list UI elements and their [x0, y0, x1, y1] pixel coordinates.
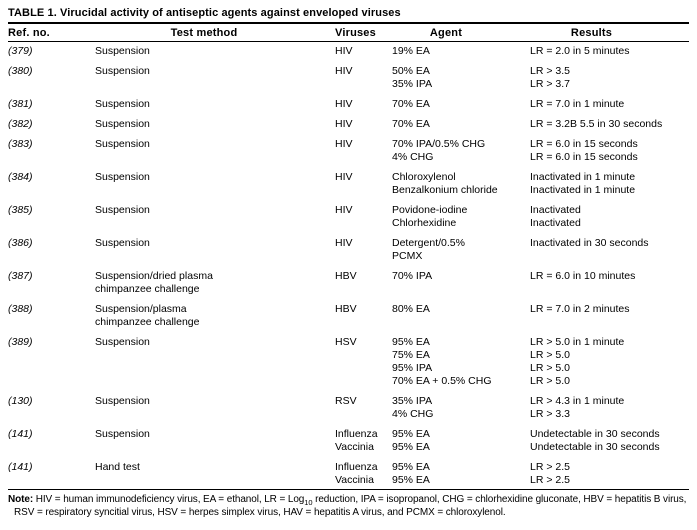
- table-row: [8, 395, 689, 421]
- agent-line: 75% EA: [392, 349, 430, 361]
- results-cell: [530, 138, 689, 164]
- virus-name: HSV: [335, 336, 357, 348]
- agent-cell: [392, 118, 530, 131]
- agent-line: PCMX: [392, 250, 423, 262]
- note-text-after-subscript: reduction, IPA = isopropanol, CHG = chlorhexidine gluconate, HBV = hepatitis B virus, RSV = respiratory syncitial virus, HSV = herpes simplex virus, HAV = hepatitis A virus, and PCMX = chloroxylenol.: [14, 494, 687, 518]
- footer-rule: [8, 489, 689, 490]
- viruses-cell: [335, 171, 392, 197]
- result-line: LR > 3.5: [530, 65, 570, 77]
- virus-name: HIV: [335, 138, 353, 150]
- ref-no: (382): [8, 118, 33, 130]
- table-row: [8, 237, 689, 263]
- agent-cell: [392, 204, 530, 230]
- agent-line: 35% IPA: [392, 78, 433, 90]
- viruses-cell: [335, 336, 392, 388]
- virus-name: Vaccinia: [335, 441, 374, 453]
- agent-cell: [392, 395, 530, 421]
- test-method-line: Suspension/dried plasma: [95, 270, 213, 282]
- table-row: [8, 428, 689, 454]
- test-method-cell: [95, 138, 335, 164]
- note-log-subscript: 10: [304, 498, 313, 507]
- results-cell: [530, 45, 689, 58]
- table-row: [8, 461, 689, 487]
- viruses-cell: [335, 98, 392, 111]
- ref-no: (381): [8, 98, 33, 110]
- ref-no: (141): [8, 461, 33, 473]
- viruses-cell: [335, 204, 392, 230]
- ref-no: (384): [8, 171, 33, 183]
- test-method-cell: [95, 204, 335, 230]
- ref-no: (141): [8, 428, 33, 440]
- results-cell: [530, 303, 689, 329]
- ref-no: (388): [8, 303, 33, 315]
- agent-line: 95% EA: [392, 461, 430, 473]
- test-method-cell: [95, 118, 335, 131]
- result-line: LR = 3.2B 5.5 in 30 seconds: [530, 118, 663, 130]
- ref-no-cell: [8, 171, 95, 197]
- note-label: Note:: [8, 494, 34, 505]
- viruses-cell: [335, 65, 392, 91]
- ref-no-cell: [8, 65, 95, 91]
- viruses-cell: [335, 270, 392, 296]
- viruses-cell: [335, 461, 392, 487]
- result-line: LR > 2.5: [530, 461, 570, 473]
- agent-line: 95% EA: [392, 428, 430, 440]
- virus-name: HBV: [335, 303, 357, 315]
- results-cell: [530, 204, 689, 230]
- ref-no: (385): [8, 204, 33, 216]
- ref-no: (389): [8, 336, 33, 348]
- results-cell: [530, 270, 689, 296]
- table-row: [8, 171, 689, 197]
- agent-line: Detergent/0.5%: [392, 237, 465, 249]
- ref-no-cell: [8, 336, 95, 388]
- agent-line: Benzalkonium chloride: [392, 184, 498, 196]
- virus-name: RSV: [335, 395, 357, 407]
- test-method-cell: [95, 303, 335, 329]
- table-row: [8, 204, 689, 230]
- virus-name: HIV: [335, 237, 353, 249]
- ref-no-cell: [8, 138, 95, 164]
- agent-line: 50% EA: [392, 65, 430, 77]
- note-text-before-subscript: HIV = human immunodeficiency virus, EA = ethanol, LR = Log: [33, 494, 305, 505]
- table-row: [8, 98, 689, 111]
- test-method-cell: [95, 428, 335, 454]
- test-method-line: Suspension: [95, 45, 150, 57]
- column-header-test-method: Test method: [170, 27, 238, 39]
- table-header-row: [8, 24, 689, 41]
- agent-cell: [392, 336, 530, 388]
- result-line: Inactivated in 1 minute: [530, 184, 636, 196]
- agent-line: 70% EA: [392, 118, 430, 130]
- ref-no-cell: [8, 204, 95, 230]
- test-method-cell: [95, 98, 335, 111]
- test-method-line: Suspension: [95, 428, 150, 440]
- test-method-line: Suspension: [95, 395, 150, 407]
- result-line: LR = 7.0 in 2 minutes: [530, 303, 630, 315]
- agent-line: 70% IPA: [392, 270, 433, 282]
- result-line: LR > 5.0: [530, 362, 570, 374]
- result-line: LR > 3.7: [530, 78, 570, 90]
- column-header-results: Results: [570, 27, 613, 39]
- agent-line: 4% CHG: [392, 151, 434, 163]
- agent-cell: [392, 98, 530, 111]
- result-line: LR > 5.0: [530, 375, 570, 387]
- ref-no: (386): [8, 237, 33, 249]
- agent-cell: [392, 428, 530, 454]
- ref-no-cell: [8, 237, 95, 263]
- test-method-line: Suspension: [95, 336, 150, 348]
- results-cell: [530, 171, 689, 197]
- ref-no-cell: [8, 98, 95, 111]
- result-line: LR > 3.3: [530, 408, 570, 420]
- viruses-cell: [335, 237, 392, 263]
- viruses-cell: [335, 45, 392, 58]
- result-line: LR > 2.5: [530, 474, 570, 486]
- table-title: TABLE 1. Virucidal activity of antiseptic agents against enveloped viruses: [8, 7, 401, 19]
- results-cell: [530, 98, 689, 111]
- ref-no: (383): [8, 138, 33, 150]
- virus-name: Influenza: [335, 428, 378, 440]
- ref-no-cell: [8, 118, 95, 131]
- test-method-line: chimpanzee challenge: [95, 283, 200, 295]
- column-header-ref-no: Ref. no.: [8, 27, 50, 39]
- viruses-cell: [335, 303, 392, 329]
- virus-name: HBV: [335, 270, 357, 282]
- agent-cell: [392, 303, 530, 329]
- ref-no-cell: [8, 45, 95, 58]
- test-method-line: chimpanzee challenge: [95, 316, 200, 328]
- test-method-cell: [95, 461, 335, 487]
- agent-line: 35% IPA: [392, 395, 433, 407]
- results-cell: [530, 118, 689, 131]
- table-row: [8, 336, 689, 388]
- agent-cell: [392, 45, 530, 58]
- results-cell: [530, 461, 689, 487]
- table-row: [8, 118, 689, 131]
- result-line: LR = 7.0 in 1 minute: [530, 98, 625, 110]
- result-line: LR > 5.0 in 1 minute: [530, 336, 625, 348]
- virus-name: HIV: [335, 171, 353, 183]
- test-method-line: Suspension: [95, 118, 150, 130]
- test-method-line: Suspension: [95, 204, 150, 216]
- agent-cell: [392, 270, 530, 296]
- test-method-line: Suspension: [95, 65, 150, 77]
- agent-line: 4% CHG: [392, 408, 434, 420]
- result-line: LR > 5.0: [530, 349, 570, 361]
- agent-line: 95% IPA: [392, 362, 433, 374]
- test-method-line: Suspension: [95, 237, 150, 249]
- results-cell: [530, 336, 689, 388]
- agent-cell: [392, 237, 530, 263]
- agent-line: Povidone-iodine: [392, 204, 468, 216]
- test-method-cell: [95, 336, 335, 388]
- virus-name: HIV: [335, 98, 353, 110]
- test-method-cell: [95, 270, 335, 296]
- ref-no-cell: [8, 461, 95, 487]
- table-row: [8, 303, 689, 329]
- agent-line: 70% EA + 0.5% CHG: [392, 375, 492, 387]
- table-body: [8, 42, 689, 487]
- column-header-viruses: Viruses: [335, 27, 376, 39]
- test-method-line: Hand test: [95, 461, 140, 473]
- result-line: Inactivated in 1 minute: [530, 171, 636, 183]
- test-method-line: Suspension/plasma: [95, 303, 187, 315]
- agent-line: 95% EA: [392, 441, 430, 453]
- results-cell: [530, 65, 689, 91]
- result-line: Undetectable in 30 seconds: [530, 428, 660, 440]
- result-line: LR = 6.0 in 15 seconds: [530, 151, 638, 163]
- test-method-line: Suspension: [95, 98, 150, 110]
- agent-line: 70% IPA/0.5% CHG: [392, 138, 486, 150]
- agent-cell: [392, 171, 530, 197]
- virus-name: HIV: [335, 65, 353, 77]
- ref-no-cell: [8, 428, 95, 454]
- result-line: LR = 2.0 in 5 minutes: [530, 45, 630, 57]
- ref-no-cell: [8, 270, 95, 296]
- test-method-line: Suspension: [95, 171, 150, 183]
- test-method-cell: [95, 65, 335, 91]
- agent-line: 95% EA: [392, 336, 430, 348]
- agent-cell: [392, 138, 530, 164]
- table-row: [8, 45, 689, 58]
- agent-cell: [392, 65, 530, 91]
- result-line: LR > 4.3 in 1 minute: [530, 395, 625, 407]
- result-line: LR = 6.0 in 15 seconds: [530, 138, 638, 150]
- agent-line: 19% EA: [392, 45, 430, 57]
- agent-line: 80% EA: [392, 303, 430, 315]
- test-method-cell: [95, 45, 335, 58]
- results-cell: [530, 428, 689, 454]
- agent-line: 95% EA: [392, 474, 430, 486]
- result-line: Undetectable in 30 seconds: [530, 441, 660, 453]
- virus-name: HIV: [335, 204, 353, 216]
- ref-no: (130): [8, 395, 33, 407]
- table-row: [8, 138, 689, 164]
- result-line: Inactivated: [530, 204, 581, 216]
- table-note: [8, 493, 689, 519]
- test-method-cell: [95, 395, 335, 421]
- agent-line: Chloroxylenol: [392, 171, 456, 183]
- results-cell: [530, 395, 689, 421]
- result-line: Inactivated: [530, 217, 581, 229]
- test-method-cell: [95, 171, 335, 197]
- result-line: LR = 6.0 in 10 minutes: [530, 270, 636, 282]
- agent-cell: [392, 461, 530, 487]
- column-header-agent: Agent: [429, 27, 463, 39]
- viruses-cell: [335, 118, 392, 131]
- viruses-cell: [335, 138, 392, 164]
- virus-name: Influenza: [335, 461, 378, 473]
- table-row: [8, 65, 689, 91]
- ref-no: (379): [8, 45, 33, 57]
- viruses-cell: [335, 428, 392, 454]
- virus-name: Vaccinia: [335, 474, 374, 486]
- viruses-cell: [335, 395, 392, 421]
- test-method-line: Suspension: [95, 138, 150, 150]
- agent-line: Chlorhexidine: [392, 217, 457, 229]
- ref-no-cell: [8, 395, 95, 421]
- result-line: Inactivated in 30 seconds: [530, 237, 649, 249]
- table-row: [8, 270, 689, 296]
- virus-name: HIV: [335, 45, 353, 57]
- results-cell: [530, 237, 689, 263]
- ref-no: (387): [8, 270, 33, 282]
- virus-name: HIV: [335, 118, 353, 130]
- agent-line: 70% EA: [392, 98, 430, 110]
- ref-no: (380): [8, 65, 33, 77]
- test-method-cell: [95, 237, 335, 263]
- ref-no-cell: [8, 303, 95, 329]
